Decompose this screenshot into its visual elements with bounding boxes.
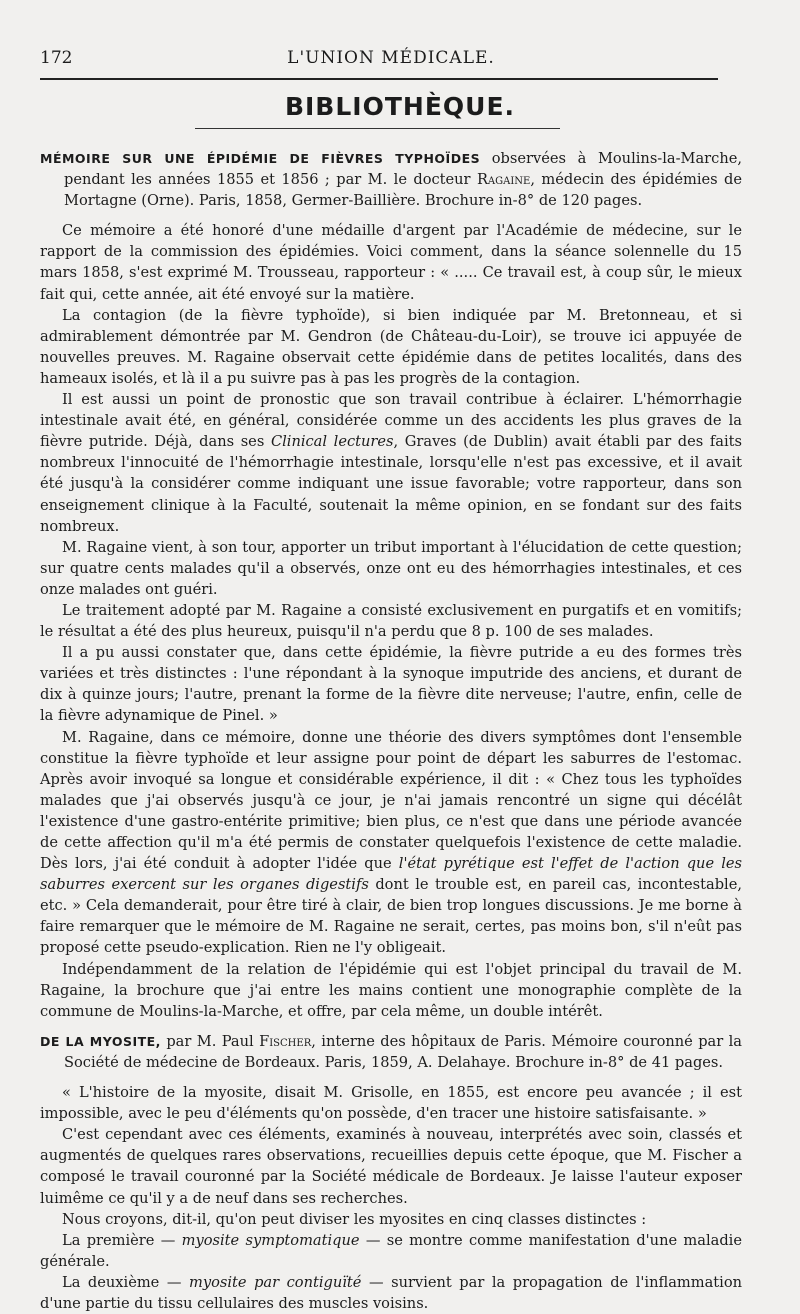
review1-paragraph: Indépendamment de la relation de l'épidémie qui est l'objet principal du travail de M. Ragaine, la brochure que j'ai entre les mains contient une monographie complète de la commune de Moulins-la-Marche, et offre, par cela même, un double intérêt. [40, 960, 742, 1020]
review2-citation: DE LA MYOSITE, par M. Paul Fischer, interne des hôpitaux de Paris. Mémoire couronné par la Société de médecine de Bordeaux. Paris, 1859, A. Delahaye. Brochure in-8° de 41 pages. [40, 1032, 742, 1071]
review2-paragraph: La deuxième — myosite par contiguïté — survient par la propagation de l'inflammation d'une partie du tissu cellulaires des muscles voisins. [40, 1273, 743, 1312]
review1-paragraph: M. Ragaine, dans ce mémoire, donne une théorie des divers symptômes dont l'ensemble constitue la fièvre typhoïde et leur assigne pour point de départ les saburres de l'estomac. Après avoir invoqué sa longue et considérable expérience, il dit : « Chez tous les typhoïdes malades que j'ai observés jusqu'à ce jour, je n'ai jamais rencontré un signe qui décélât l'existence d'une gastro-entérite primitive; bien plus, ce n'est que dans une période avancée de cette affection qu'il m'a été permis de constater quelquefois l'existence de cette maladie. Dès lors, j'ai été conduit à adopter l'idée que l'état pyrétique est l'effet de l'action que les saburres exercent sur les organes digestifs dont le trouble est, en pareil cas, incontestable, etc. » Cela demanderait, pour être tiré à clair, de bien trop longues discussions. Je me borne à faire remarquer que le mémoire de M. Ragaine ne serait, certes, pas moins bon, s'il n'eût pas proposé cette pseudo-explication. Rien ne l'y obligeait. [40, 728, 742, 957]
review2-paragraph: C'est cependant avec ces éléments, examinés à nouveau, interprétés avec soin, classés et augmentés de quelques rares observations, recueillies depuis cette époque, que M. Fischer a composé le travail couronné par la Société médicale de Bordeaux. Je laisse l'auteur exposer luimême ce qu'il y a de neuf dans ses recherches. [40, 1126, 742, 1207]
review1-paragraph: Il a pu aussi constater que, dans cette épidémie, la fièvre putride a eu des formes très variées et très distinctes : l'une répondant à la synoque imputride des anciens, et durant de dix à quinze jours; l'autre, prenant la forme de la fièvre dite nerveuse; l'autre, enfin, celle de la fièvre adynamique de Pinel. » [40, 644, 742, 725]
article-body [40, 148, 742, 1314]
review2-paragraph: La première — myosite symptomatique — se montre comme manifestation d'une maladie générale. [40, 1231, 742, 1270]
review2-author: Fischer [259, 1032, 312, 1050]
page-header [40, 48, 742, 72]
review2-paragraph: Nous croyons, dit-il, qu'on peut diviser les myosites en cinq classes distinctes : [62, 1210, 647, 1228]
review1-heading: MÉMOIRE SUR UNE ÉPIDÉMIE DE FIÈVRES TYPHOÏDES [40, 151, 481, 166]
review1-paragraph: Il est aussi un point de pronostic que son travail contribue à éclairer. L'hémorrhagie intestinale avait été, en général, considérée comme un des accidents les plus graves de la fièvre putride. Déjà, dans ses Clinical lectures, Graves (de Dublin) avait établi par des faits nombreux l'innocuité de l'hémorrhagie intestinale, lorsqu'elle n'est pas excessive, et il avait été jusqu'à la considérer comme indiquant une issue favorable; votre rapporteur, dans son enseignement clinique à la Faculté, soutenait la même opinion, en se fondant sur des faits nombreux. [40, 391, 743, 535]
page-number: 172 [40, 48, 73, 68]
review1-paragraph: La contagion (de la fièvre typhoïde), si bien indiquée par M. Bretonneau, et si admirablement démontrée par M. Gendron (de Château-du-Loir), se trouve ici appuyée de nouvelles preuves. M. Ragaine observait cette épidémie dans de petites localités, dans des hameaux isolés, et là il a pu suivre pas à pas les progrès de la contagion. [40, 306, 742, 387]
review1-citation: MÉMOIRE SUR UNE ÉPIDÉMIE DE FIÈVRES TYPHOÏDES observées à Moulins-la-Marche, pendant les années 1855 et 1856 ; par M. le docteur Ragaine, médecin des épidémies de Mortagne (Orne). Paris, 1858, Germer-Baillière. Brochure in-8° de 120 pages. [40, 150, 743, 210]
section-title: BIBLIOTHÈQUE. [284, 92, 516, 121]
review1-paragraph: M. Ragaine vient, à son tour, apporter un tribut important à l'élucidation de cette question; sur quatre cents malades qu'il a observés, onze ont eu des hémorrhagies intestinales, et ces onze malades ont guéri. [40, 538, 742, 598]
running-title: L'UNION MÉDICALE. [287, 48, 495, 68]
review1-paragraph: Ce mémoire a été honoré d'une médaille d'argent par l'Académie de médecine, sur le rapport de la commission des épidémies. Voici comment, dans la séance solennelle du 15 mars 1858, s'est exprimé M. Trousseau, rapporteur : « ..... Ce travail est, à coup sûr, le mieux fait qui, cette année, ait été envoyé sur la matière. [40, 222, 742, 303]
review1-paragraph: Le traitement adopté par M. Ragaine a consisté exclusivement en purgatifs et en vomitifs; le résultat a été des plus heureux, puisqu'il n'a perdu que 8 p. 100 de ses malades. [40, 601, 742, 641]
title-rule [195, 128, 560, 129]
review2-paragraph: « L'histoire de la myosite, disait M. Grisolle, en 1855, est encore peu avancée ; il est impossible, avec le peu d'éléments qu'on possède, d'en tracer une histoire satisfaisante. » [40, 1084, 742, 1123]
review1-author: Ragaine [476, 171, 531, 189]
review2-heading: DE LA MYOSITE, [40, 1033, 161, 1049]
header-rule [40, 78, 718, 80]
